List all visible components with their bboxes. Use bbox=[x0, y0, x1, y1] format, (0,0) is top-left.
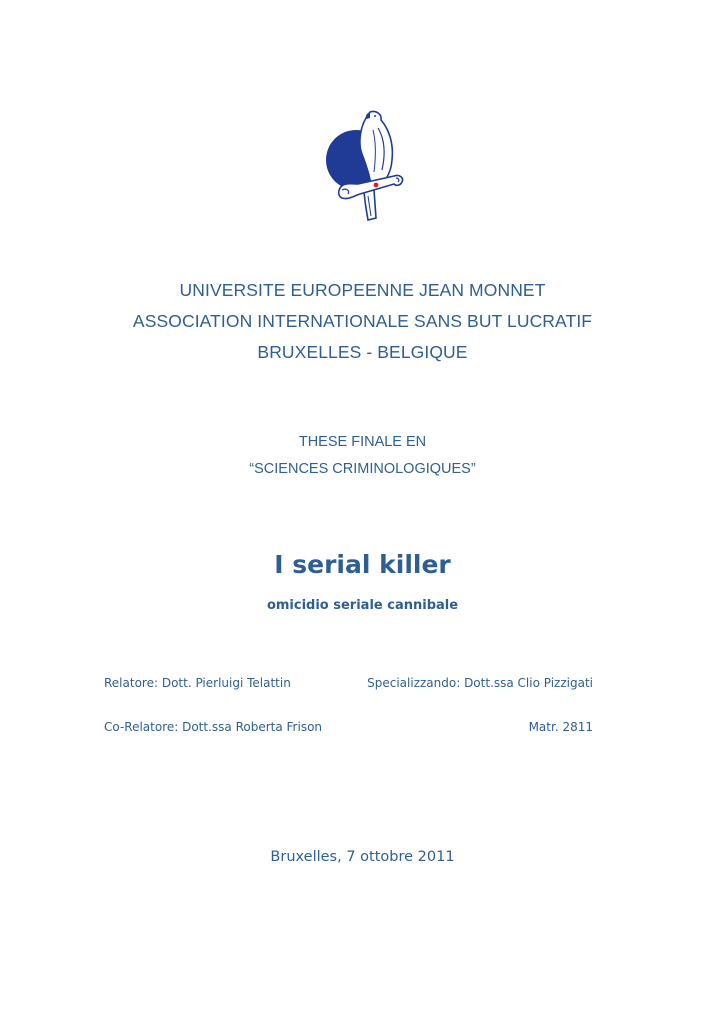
institution-location: BRUXELLES - BELGIQUE bbox=[257, 342, 468, 362]
page-subtitle: omicidio seriale cannibale bbox=[266, 598, 459, 613]
relatore: Relatore: Dott. Pierluigi Telattin bbox=[104, 676, 291, 690]
specializzando: Specializzando: Dott.ssa Clio Pizzigati bbox=[367, 676, 593, 690]
institution-type: ASSOCIATION INTERNATIONALE SANS BUT LUCRATIF bbox=[132, 311, 593, 331]
co-relatore: Co-Relatore: Dott.ssa Roberta Frison bbox=[104, 720, 323, 734]
eagle-scroll-logo-icon bbox=[318, 104, 410, 224]
thesis-type: THESE FINALE EN bbox=[298, 434, 427, 450]
place-date: Bruxelles, 7 ottobre 2011 bbox=[270, 849, 455, 865]
institution-name: UNIVERSITE EUROPEENNE JEAN MONNET bbox=[179, 280, 546, 300]
thesis-field: “SCIENCES CRIMINOLOGIQUES” bbox=[249, 461, 476, 477]
page-title: I serial killer bbox=[274, 550, 451, 579]
matricola: Matr. 2811 bbox=[528, 720, 593, 734]
